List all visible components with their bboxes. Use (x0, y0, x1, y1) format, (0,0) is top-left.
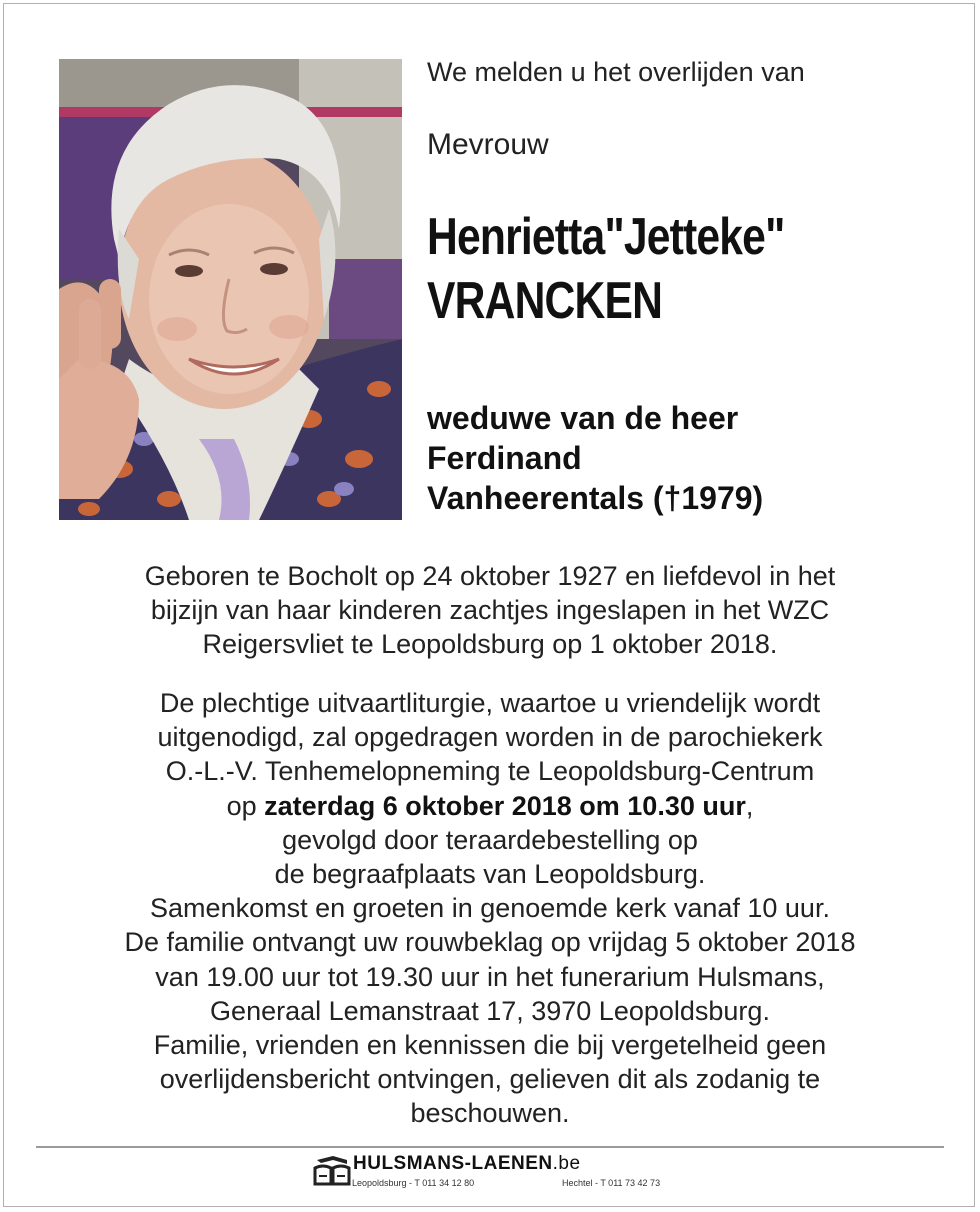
widow-line-1: weduwe van de heer (427, 400, 739, 436)
paragraph-line: De plechtige uitvaartliturgie, waartoe u vriendelijk wordt (159, 688, 821, 718)
deceased-name (427, 205, 784, 333)
paragraph-line: van 19.00 uur tot 19.30 uur in het funerarium Hulsmans, (155, 961, 825, 992)
service-suffix: , (745, 790, 754, 821)
service-date-line (40, 789, 940, 823)
paragraph-line: De familie ontvangt uw rouwbeklag op vrijdag 5 oktober 2018 (124, 927, 856, 958)
name-line-1: Henrietta"Jetteke" (427, 208, 785, 266)
funeral-home-brand (353, 1153, 581, 1175)
birth-death-paragraph (40, 559, 940, 662)
intro-text: We melden u het overlijden van (427, 57, 805, 87)
location-hechtel: Hechtel - T 011 73 42 73 (562, 1178, 661, 1188)
paragraph-line: overlijdensbericht ontvingen, gelieven dit als zodanig te (159, 1064, 821, 1095)
widow-line-3: Vanheerentals (†1979) (427, 480, 764, 516)
paragraph-line: Familie, vrienden en kennissen die bij vergetelheid geen (153, 1030, 827, 1061)
paragraph-line: uitgenodigd, zal opgedragen worden in de parochiekerk (157, 722, 823, 753)
paragraph-line: bijzijn van haar kinderen zachtjes ingeslapen in het WZC (150, 595, 830, 626)
paragraph-line: gevolgd door teraardebestelling op (282, 824, 698, 855)
name-line-2: VRANCKEN (427, 272, 663, 330)
widow-line-2: Ferdinand (427, 440, 582, 476)
honorific: Mevrouw (427, 128, 549, 161)
paragraph-line: Samenkomst en groeten in genoemde kerk vanaf 10 uur. (150, 893, 830, 924)
footer-divider (36, 1146, 944, 1148)
location-leopoldsburg: Leopoldsburg - T 011 34 12 80 (352, 1178, 475, 1188)
paragraph-line: O.-L.-V. Tenhemelopneming te Leopoldsburg-Centrum (165, 756, 815, 787)
widow-of (427, 398, 763, 518)
service-prefix: op (226, 790, 265, 821)
funeral-home-logo-icon (313, 1154, 353, 1188)
portrait-photo (59, 59, 402, 520)
funeral-details-paragraph (40, 686, 940, 1131)
brand-domain: .be (552, 1153, 581, 1174)
paragraph-line: Reigersvliet te Leopoldsburg op 1 oktober 2018. (202, 629, 778, 660)
paragraph-line: Geboren te Bocholt op 24 oktober 1927 en liefdevol in het (144, 561, 836, 591)
paragraph-line: beschouwen. (410, 1098, 570, 1129)
paragraph-line: Generaal Lemanstraat 17, 3970 Leopoldsburg. (210, 995, 770, 1026)
paragraph-line: de begraafplaats van Leopoldsburg. (274, 859, 706, 890)
brand-name: HULSMANS-LAENEN (353, 1153, 553, 1174)
service-date: zaterdag 6 oktober 2018 om 10.30 uur (264, 790, 746, 821)
